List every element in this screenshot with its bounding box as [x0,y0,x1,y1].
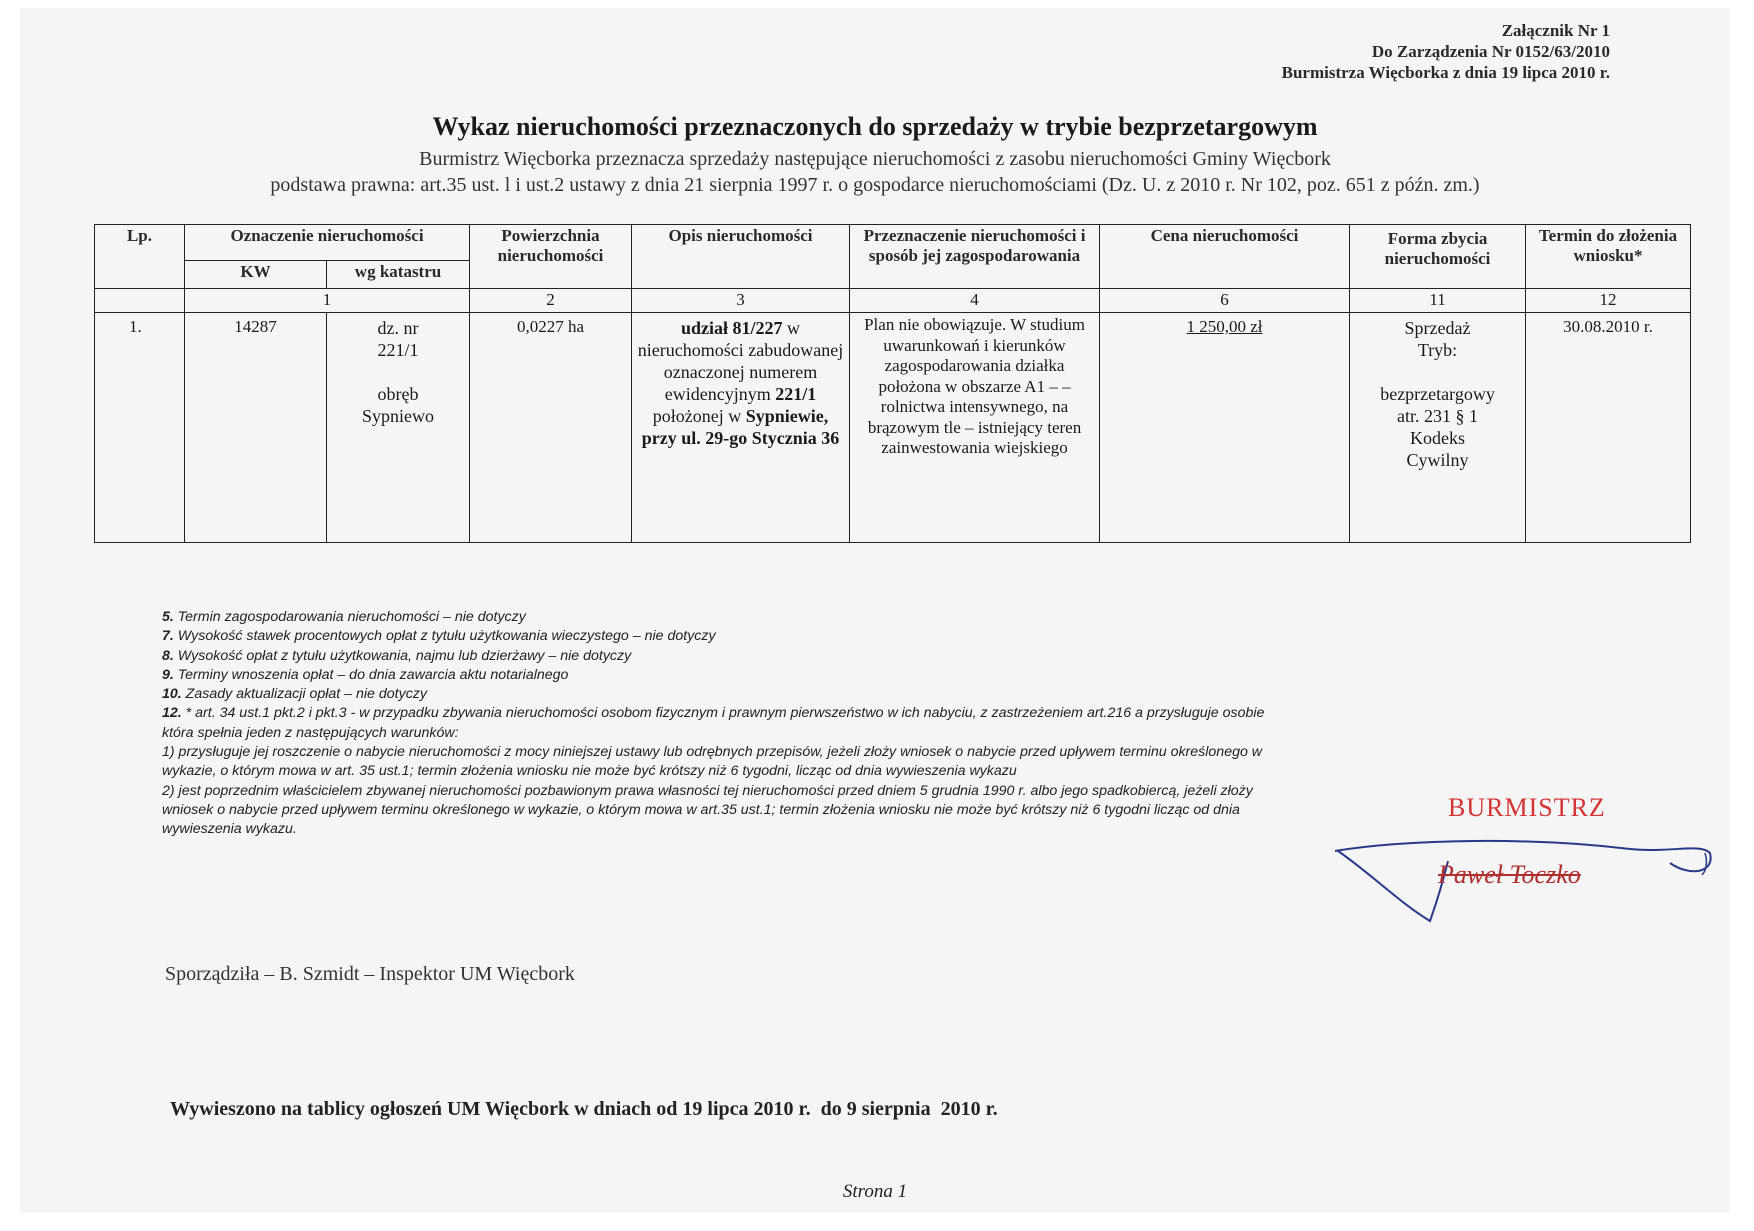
cell-opis [632,313,850,543]
document-subtitle: Burmistrz Więcborka przeznacza sprzedaży następujące nieruchomości z zasobu nieruchomości Gminy Więcbork [419,148,1331,170]
header-forma: Forma zbycia nieruchomości [1350,225,1526,289]
prepared-by: Sporządziła – B. Szmidt – Inspektor UM Więcbork [165,963,575,985]
note-item: 12. * art. 34 ust.1 pkt.2 i pkt.3 - w przypadku zbywania nieruchomości osobom fizycznym i prawnym pierwszeństwo w ich nabyciu, z zastrzeżeniem art.216 a przysługuje osobie która spełnia jeden z następujących warunków: [162,705,1265,741]
header-powierzchnia: Powierzchnia nieruchomości [470,225,632,289]
mayor-stamp: BURMISTRZ [1448,793,1606,822]
cell-katastr-miejsce: Sypniewo [362,406,434,426]
cell-forma-5: Kodeks [1410,428,1466,448]
document-page [20,8,1730,1213]
header-lp: Lp. [95,225,185,289]
notes-block [162,608,1272,840]
header-opis: Opis nieruchomości [632,225,850,289]
table-row [95,313,1691,543]
cell-katastr-obreb: obręb [377,384,419,404]
cell-forma-4: atr. 231 § 1 [1397,406,1479,426]
cell-termin: 30.08.2010 r. [1526,313,1691,543]
cell-przeznaczenie: Plan nie obowiązuje. W studium uwarunkowań i kierunków zagospodarowania działka położona w obszarze A1 – – rolnictwa intensywnego, na brązowym tle – istniejący teren zainwestowania wiejskiego [850,313,1100,543]
cell-forma-2: Tryb: [1417,340,1458,360]
annex-line-2: Do Zarządzenia Nr 0152/63/2010 [1371,42,1610,61]
note-item: 7. Wysokość stawek procentowych opłat z tytułu użytkowania wieczystego – nie dotyczy [162,628,716,645]
note-item: 1) przysługuje jej roszczenie o nabycie nieruchomości z mocy niniejszej ustawy lub odrębnych przepisów, jeżeli złoży wniosek o nabycie przed upływem terminu określonego w wykazie, o którym mowa w art. 35 ust.1; termin złożenia wniosku nie może być krótszy niż 6 tygodni, licząc od dnia wywieszenia wykazu [162,744,1263,780]
cell-opis-text2: położonej w [652,406,742,426]
header-kw: KW [185,261,327,289]
cell-katastr-nr: 221/1 [377,340,419,360]
header-termin: Termin do złożenia wniosku* [1526,225,1691,289]
cell-kw: 14287 [185,313,327,543]
column-number: 12 [1526,289,1691,313]
cell-forma-3: bezprzetargowy [1380,384,1495,404]
cell-cena: 1 250,00 zł [1100,313,1350,543]
legal-basis: podstawa prawna: art.35 ust. l i ust.2 ustawy z dnia 21 sierpnia 1997 r. o gospodarce nieruchomościami (Dz. U. z 2010 r. Nr 102, poz. 651 z późn. zm.) [270,174,1480,196]
cell-opis-numer: 221/1 [775,384,817,404]
cell-forma-1: Sprzedaż [1404,318,1471,338]
note-item: 2) jest poprzednim właścicielem zbywanej nieruchomości pozbawionym prawa własności tej nieruchomości przed dniem 5 grudnia 1990 r. albo jego spadkobiercą, jeżeli złoży wniosek o nabycie przed upływem terminu określonego w wykazie, o którym mowa w art.35 ust.1; termin złożenia wniosku nie może być krótszy niż 6 tygodni licząc od dnia wywieszenia wykazu. [162,782,1253,838]
signature-name: Paweł Toczko [1438,860,1581,889]
column-number: 2 [470,289,632,313]
cell-katastr-dz: dz. nr [377,318,419,338]
header-cena: Cena nieruchomości [1100,225,1350,289]
column-number: 1 [185,289,470,313]
cell-lp: 1. [95,313,185,543]
annex-line-3: Burmistrza Więcborka z dnia 19 lipca 2010 r. [1281,63,1610,82]
header-przeznaczenie: Przeznaczenie nieruchomości i sposób jej zagospodarowania [850,225,1100,289]
cell-opis-udzial: udział 81/227 [681,318,783,338]
cell-opis-text: w nieruchomości zabudowanej oznaczonej numerem ewidencyjnym [637,318,844,404]
cell-powierzchnia: 0,0227 ha [470,313,632,543]
column-number: 11 [1350,289,1526,313]
note-item: 5. Termin zagospodarowania nieruchomości – nie dotyczy [162,609,526,625]
note-item: 9. Terminy wnoszenia opłat – do dnia zawarcia aktu notarialnego [162,666,569,683]
cell-katastr [327,313,470,543]
posting-note: Wywieszono na tablicy ogłoszeń UM Więcbork w dniach od 19 lipca 2010 r. do 9 sierpnia 2010 r. [170,1098,998,1120]
cell-opis-adres: Sypniewie, przy ul. 29-go Stycznia 36 [641,406,840,448]
column-number: 3 [632,289,850,313]
note-item: 8. Wysokość opłat z tytułu użytkowania, najmu lub dzierżawy – nie dotyczy [162,647,632,664]
annex-line-1: Załącznik Nr 1 [1501,21,1610,40]
column-number: 6 [1100,289,1350,313]
cell-forma-6: Cywilny [1406,450,1469,470]
header-katastr: wg katastru [327,261,470,289]
property-table [94,224,1691,543]
note-item: 10. Zasady aktualizacji opłat – nie dotyczy [162,686,427,703]
annex-header [1282,20,1610,83]
column-number: 4 [850,289,1100,313]
document-title: Wykaz nieruchomości przeznaczonych do sprzedaży w trybie bezprzetargowym [432,112,1318,141]
header-oznaczenie: Oznaczenie nieruchomości [185,225,470,261]
page-number: Strona 1 [842,1181,908,1202]
cell-forma [1350,313,1526,543]
